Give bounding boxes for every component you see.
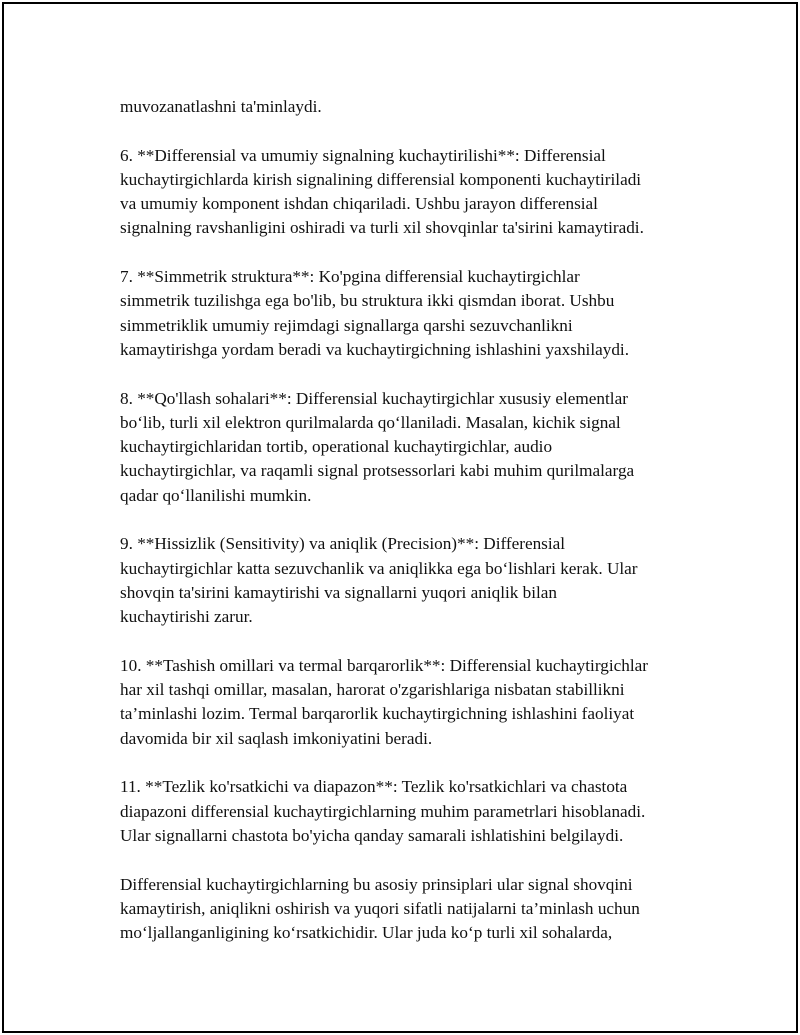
- text-line: shovqin ta'sirini kamaytirishi va signallarni yuqori aniqlik bilan: [120, 582, 558, 602]
- text-line: 9. **Hissizlik (Sensitivity) va aniqlik (Precision)**: Differensial: [120, 534, 566, 554]
- text-line: ta’minlashi lozim. Termal barqarorlik kuchaytirgichning ishlashini faoliyat: [120, 704, 635, 724]
- text-line: 10. **Tashish omillari va termal barqarorlik**: Differensial kuchaytirgichlar: [120, 655, 648, 675]
- text-line: kuchaytirgichlaridan tortib, operational kuchaytirgichlar, audio: [120, 437, 553, 457]
- text-line: va umumiy komponent ishdan chiqariladi. Ushbu jarayon differensial: [120, 194, 598, 214]
- text-line: kuchaytirishi zarur.: [120, 607, 253, 627]
- text-line: Differensial kuchaytirgichlarning bu asosiy prinsiplari ular signal shovqini: [120, 874, 633, 894]
- document-body: [120, 95, 720, 970]
- paragraph-item-11: [120, 775, 720, 848]
- text-line: kuchaytirgichlar katta sezuvchanlik va aniqlikka ega bo‘lishlari kerak. Ular: [120, 558, 638, 578]
- paragraph-item-7: [120, 265, 720, 362]
- text-line: signalning ravshanligini oshiradi va turli xil shovqinlar ta'sirini kamaytiradi.: [120, 218, 644, 238]
- text-line: 7. **Simmetrik struktura**: Ko'pgina differensial kuchaytirgichlar: [120, 267, 580, 287]
- text-line: kamaytirishga yordam beradi va kuchaytirgichning ishlashini yaxshilaydi.: [120, 339, 629, 359]
- paragraph-item-9: [120, 532, 720, 629]
- paragraph-item-6: [120, 144, 720, 241]
- text-line: simmetrik tuzilishga ega bo'lib, bu struktura ikki qismdan iborat. Ushbu: [120, 291, 615, 311]
- text-line: muvozanatlashni ta'minlaydi.: [120, 97, 322, 116]
- text-line: simmetriklik umumiy rejimdagi signallarga qarshi sezuvchanlikni: [120, 315, 573, 335]
- text-line: diapazoni differensial kuchaytirgichlarning muhim parametrlari hisoblanadi.: [120, 801, 646, 821]
- text-line: kamaytirish, aniqlikni oshirish va yuqori sifatli natijalarni ta’minlash uchun: [120, 898, 640, 918]
- text-line: kuchaytirgichlarda kirish signalining differensial komponenti kuchaytiriladi: [120, 169, 642, 189]
- text-line: 6. **Differensial va umumiy signalning kuchaytirilishi**: Differensial: [120, 145, 606, 165]
- document-page: [2, 2, 798, 1033]
- text-line: bo‘lib, turli xil elektron qurilmalarda qo‘llaniladi. Masalan, kichik signal: [120, 412, 621, 432]
- paragraph-item-8: [120, 387, 720, 508]
- text-line: davomida bir xil saqlash imkoniyatini beradi.: [120, 728, 433, 748]
- text-line: kuchaytirgichlar, va raqamli signal protsessorlari kabi muhim qurilmalarga: [120, 461, 635, 481]
- paragraph-conclusion: [120, 873, 720, 946]
- text-line: qadar qo‘llanilishi mumkin.: [120, 485, 312, 505]
- text-line: 11. **Tezlik ko'rsatkichi va diapazon**: Tezlik ko'rsatkichlari va chastota: [120, 777, 628, 797]
- paragraph-item-10: [120, 654, 720, 751]
- text-line: har xil tashqi omillar, masalan, harorat o'zgarishlariga nisbatan stabillikni: [120, 680, 625, 700]
- text-line: 8. **Qo'llash sohalari**: Differensial kuchaytirgichlar xususiy elementlar: [120, 388, 628, 408]
- text-line: mo‘ljallanganligining ko‘rsatkichidir. Ular juda ko‘p turli xil sohalarda,: [120, 923, 613, 943]
- text-line: Ular signallarni chastota bo'yicha qanday samarali ishlatishini belgilaydi.: [120, 825, 624, 845]
- paragraph-intro-tail: [120, 95, 720, 119]
